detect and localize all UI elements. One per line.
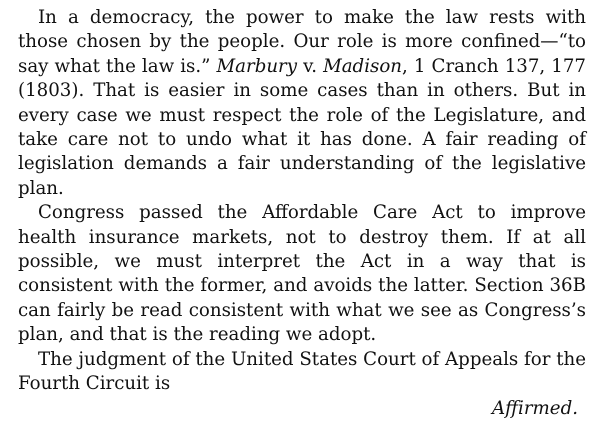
case-name-madison: Madison [323, 55, 403, 77]
paragraph-1-text-a: In a democracy, the power to make the law rests with those chosen by the people. Our role is more confined—“to say what the law is.” [18, 7, 586, 77]
case-name-marbury: Marbury [216, 55, 298, 77]
disposition-affirmed: Affirmed. [492, 397, 578, 419]
paragraph-1-text-b: , 1 Cranch 137, 177 (1803). That is easier in some cases than in others. But in every case we must respect the role of the Legislature, and take care not to undo what it has done. A fair reading of legislation demands a fair understanding of the legislative plan. [18, 55, 586, 199]
paragraph-affordable-care-act: Congress passed the Affordable Care Act to improve health insurance markets, not to destroy them. If at all possible, we must interpret the Act in a way that is consistent with the former, and avoids the latter. Section 36B can fairly be read consistent with what we see as Congress’s plan, and that is the reading we adopt. [18, 202, 586, 346]
opinion-text [18, 6, 586, 421]
paragraph-democracy [18, 6, 586, 201]
paragraph-judgment: The judgment of the United States Court of Appeals for the Fourth Circuit is [18, 348, 586, 395]
case-versus: v. [297, 55, 324, 77]
